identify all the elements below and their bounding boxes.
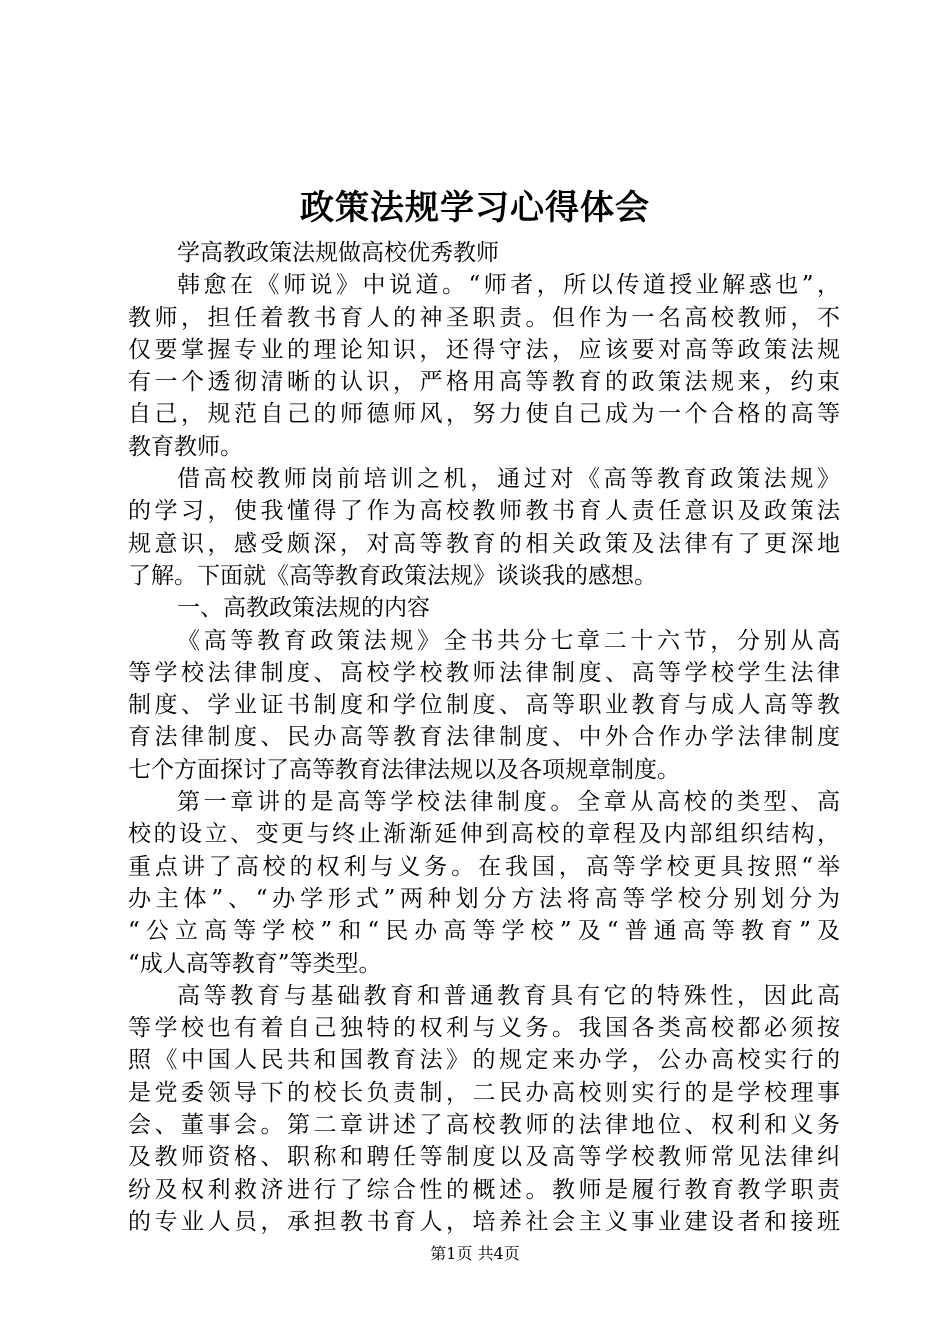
- text-line: 会、董事会。第二章讲述了高校教师的法律地位、权利和义务: [128, 1112, 840, 1139]
- text-line: 规意识，感受颇深，对高等教育的相关政策及法律有了更深地: [128, 530, 840, 557]
- text-line: 一、高教政策法规的内容: [177, 595, 430, 622]
- text-line: 及教师资格、职称和聘任等制度以及高等学校教师常见法律纠: [128, 1144, 840, 1171]
- text-line: “成人高等教育”等类型。: [128, 950, 382, 977]
- text-line: 育法律制度、民办高等教育法律制度、中外合作办学法律制度: [128, 724, 840, 751]
- text-line: 学高教政策法规做高校优秀教师: [177, 240, 499, 266]
- text-line: 制度、学业证书制度和学位制度、高等职业教育与成人高等教: [128, 692, 840, 719]
- text-line: 纷及权利救济进行了综合性的概述。教师是履行教育教学职责: [128, 1176, 840, 1203]
- document-title: 政策法规学习心得体会: [300, 188, 650, 228]
- text-line: 是党委领导下的校长负责制，二民办高校则实行的是学校理事: [128, 1079, 840, 1106]
- text-line: 照《中国人民共和国教育法》的规定来办学，公办高校实行的: [128, 1047, 840, 1074]
- text-line: 等学校也有着自己独特的权利与义务。我国各类高校都必须按: [128, 1015, 840, 1042]
- text-line: 了解。下面就《高等教育政策法规》谈谈我的感想。: [128, 562, 657, 589]
- page-footer: 第1页 共4页: [430, 1244, 520, 1263]
- text-line: 教育教师。: [128, 433, 243, 460]
- text-line: 的专业人员，承担教书育人，培养社会主义事业建设者和接班: [128, 1208, 840, 1235]
- text-line: 韩愈在《师说》中说道。“师者，所以传道授业解惑也”，: [177, 272, 840, 299]
- text-line: 办主体”、“办学形式”两种划分方法将高等学校分别划分为: [128, 885, 840, 912]
- text-line: 自己，规范自己的师德师风，努力使自己成为一个合格的高等: [128, 401, 840, 428]
- text-line: 七个方面探讨了高等教育法律法规以及各项规章制度。: [128, 756, 680, 783]
- text-line: 《高等教育政策法规》全书共分七章二十六节，分别从高: [177, 627, 840, 654]
- text-line: 仅要掌握专业的理论知识，还得守法，应该要对高等政策法规: [128, 336, 840, 363]
- text-line: “公立高等学校”和“民办高等学校”及“普通高等教育”及: [128, 918, 840, 945]
- text-line: 借高校教师岗前培训之机，通过对《高等教育政策法规》: [177, 466, 840, 493]
- text-line: 教师，担任着教书育人的神圣职责。但作为一名高校教师，不: [128, 304, 840, 331]
- text-line: 重点讲了高校的权利与义务。在我国，高等学校更具按照“举: [128, 853, 840, 880]
- text-line: 高等教育与基础教育和普通教育具有它的特殊性，因此高: [177, 982, 840, 1009]
- text-line: 的学习，使我懂得了作为高校教师教书育人责任意识及政策法: [128, 498, 840, 525]
- document-body: [128, 237, 840, 1238]
- text-line: 有一个透彻清晰的认识，严格用高等教育的政策法规来，约束: [128, 369, 840, 396]
- text-line: 第一章讲的是高等学校法律制度。全章从高校的类型、高: [177, 789, 840, 816]
- text-line: 校的设立、变更与终止渐渐延伸到高校的章程及内部组织结构，: [128, 821, 840, 848]
- text-line: 等学校法律制度、高校学校教师法律制度、高等学校学生法律: [128, 659, 840, 686]
